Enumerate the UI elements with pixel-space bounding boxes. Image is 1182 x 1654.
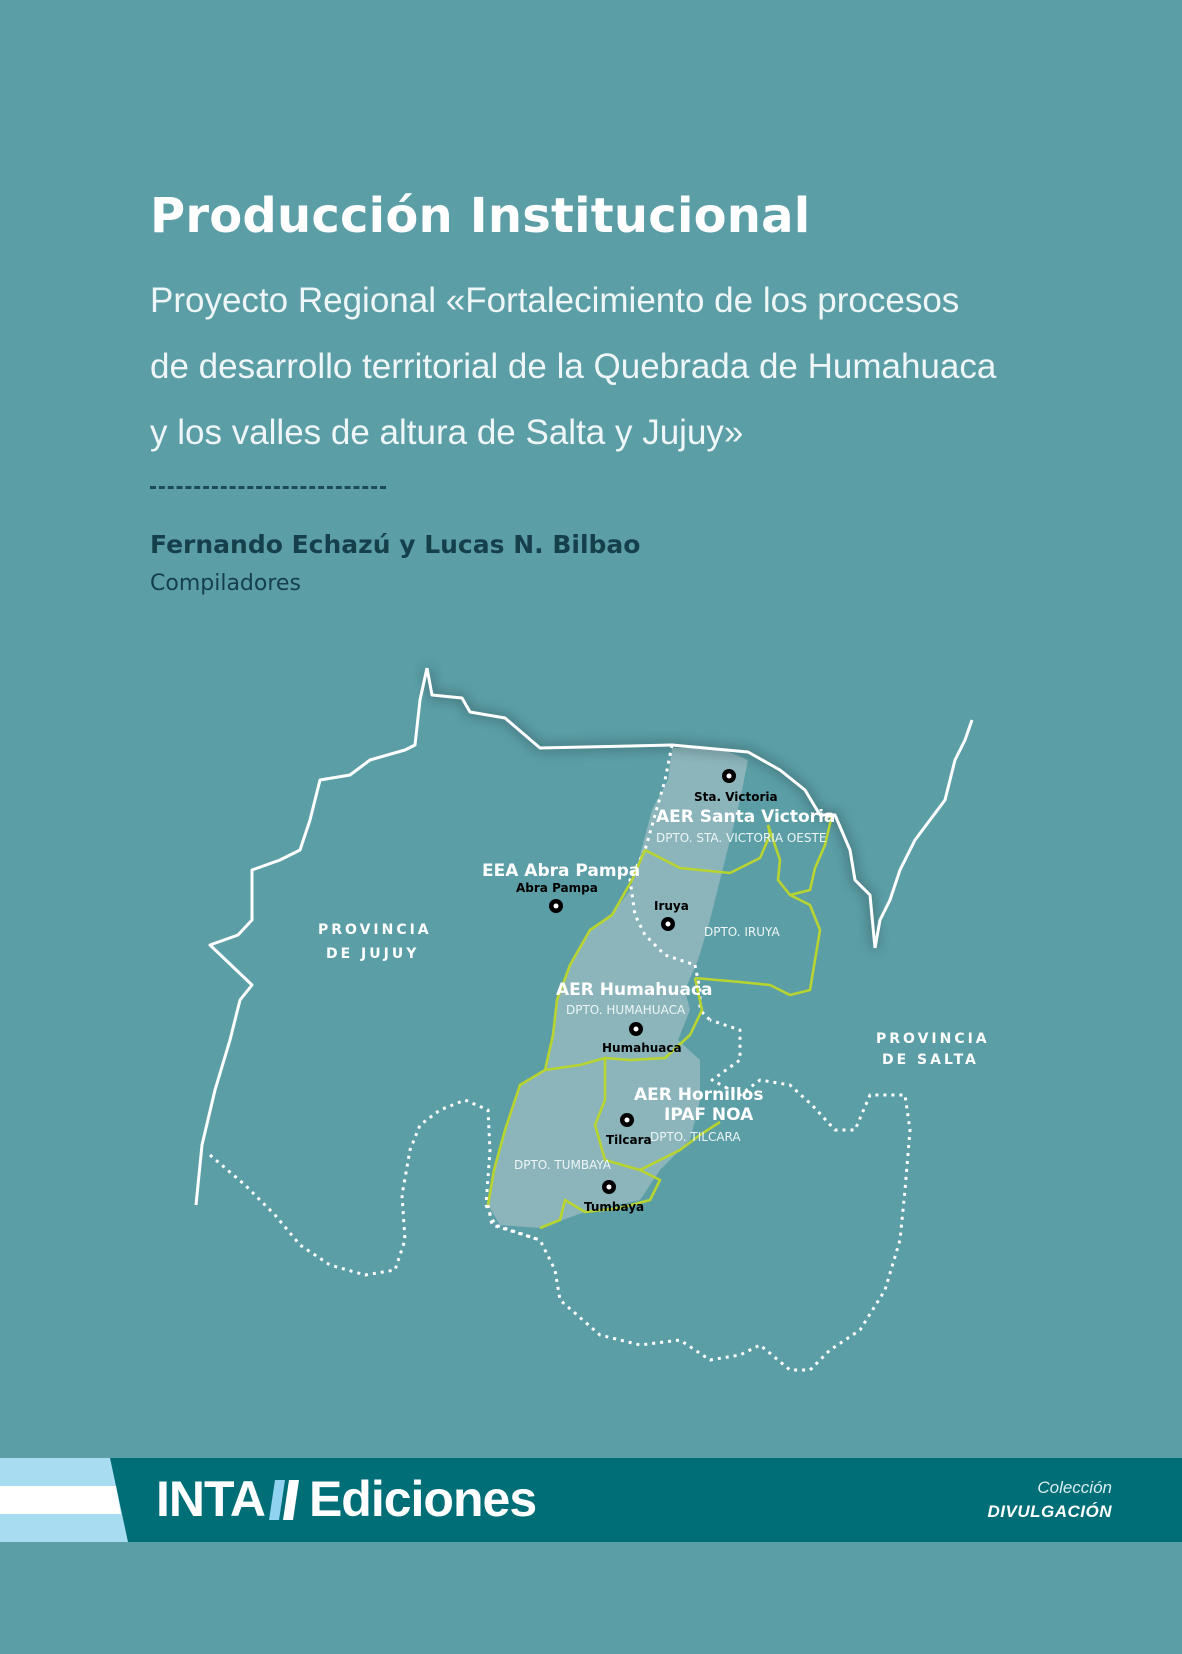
unit-label: IPAF NOA	[664, 1105, 754, 1125]
town-marker	[661, 917, 675, 931]
town-marker	[549, 899, 563, 913]
town-marker	[722, 769, 736, 783]
unit-label: EEA Abra Pampa	[482, 861, 641, 881]
town-marker	[629, 1022, 643, 1036]
town-marker	[620, 1113, 634, 1127]
publisher-logo	[156, 1470, 536, 1528]
authors: Fernando Echazú y Lucas N. Bilbao	[150, 530, 641, 559]
subtitle-line: Proyecto Regional «Fortalecimiento de los procesos	[150, 281, 960, 320]
authors-role: Compiladores	[150, 571, 301, 596]
department-label: DPTO. TUMBAYA	[514, 1158, 611, 1172]
unit-label: AER Santa Victoria	[656, 807, 836, 827]
cover-title: Producción Institucional	[150, 188, 811, 244]
department-label: DPTO. TILCARA	[650, 1130, 741, 1144]
town-label: Iruya	[654, 899, 689, 913]
province-label: PROVINCIA	[876, 1031, 990, 1047]
town-label: Tilcara	[606, 1133, 652, 1147]
collection-info	[988, 1478, 1113, 1522]
unit-label: AER Humahuaca	[556, 980, 713, 1000]
province-label: PROVINCIA	[318, 922, 432, 938]
department-label: DPTO. STA. VICTORIA OESTE	[656, 831, 827, 845]
town-marker	[602, 1180, 616, 1194]
flag-stripes	[0, 1458, 130, 1542]
dashed-divider	[150, 486, 386, 489]
subtitle-line: y los valles de altura de Salta y Jujuy»	[150, 413, 744, 452]
cover-subtitle	[150, 268, 1090, 466]
province-label: DE JUJUY	[326, 946, 420, 962]
collection-name: DIVULGACIÓN	[987, 1502, 1112, 1521]
province-label: DE SALTA	[882, 1052, 979, 1068]
unit-label: AER Hornillos	[634, 1085, 764, 1105]
region-map	[0, 640, 1182, 1400]
brand-ediciones: Ediciones	[308, 1471, 537, 1527]
subtitle-line: de desarrollo territorial de la Quebrada de Humahuaca	[150, 347, 997, 386]
collection-label: Colección	[1037, 1478, 1112, 1497]
dept-boundary	[768, 815, 832, 895]
town-label: Tumbaya	[584, 1200, 645, 1214]
town-label: Abra Pampa	[516, 881, 598, 895]
department-label: DPTO. HUMAHUACA	[566, 1003, 686, 1017]
brand-bars-icon	[269, 1474, 303, 1514]
brand-inta: INTA	[156, 1471, 265, 1527]
department-label: DPTO. IRUYA	[704, 925, 780, 939]
town-label: Humahuaca	[602, 1041, 682, 1055]
dept-boundary	[695, 895, 820, 995]
town-label: Sta. Victoria	[694, 790, 778, 804]
